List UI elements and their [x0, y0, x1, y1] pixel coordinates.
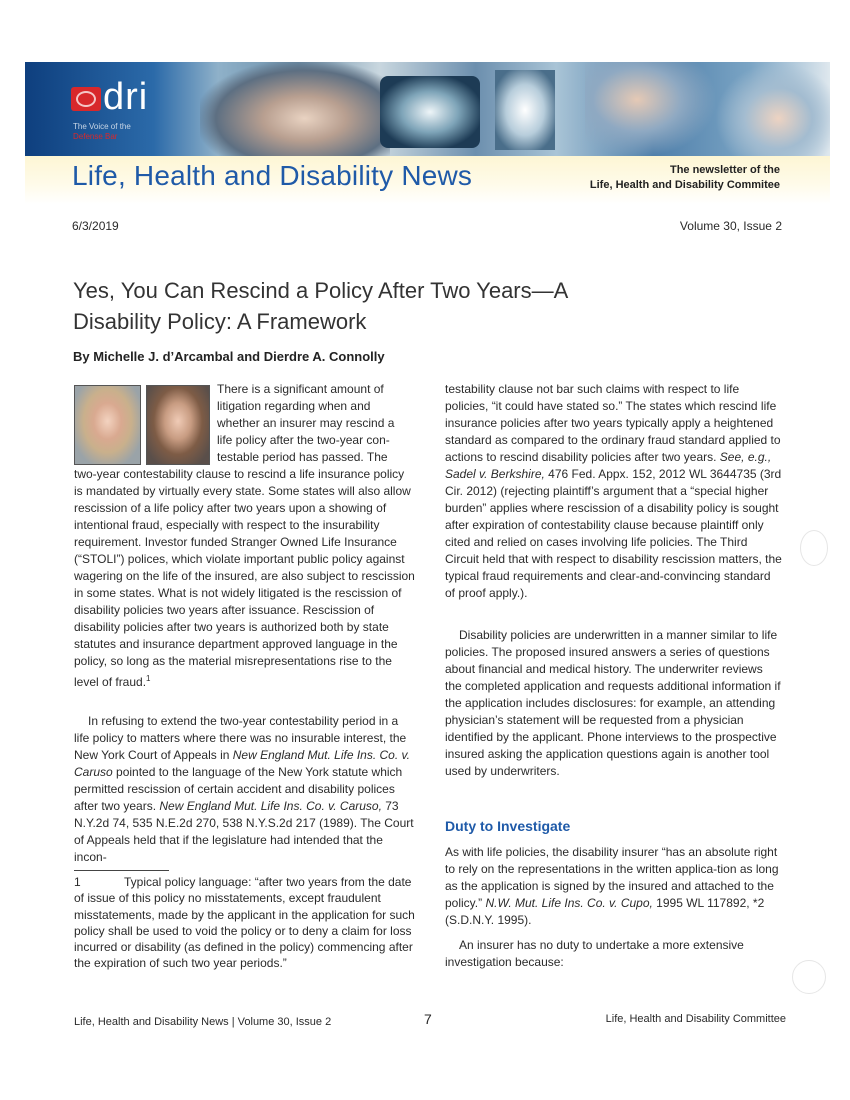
article-title	[73, 275, 613, 337]
footnote-ref: 1	[146, 674, 151, 683]
banner-photo-doctor	[585, 62, 715, 156]
duty-text-a: As with life policies, the disability insurer “has an absolute right to rely on the representations in the written applica-tion as long as the application is signed by the insured and attached to the policy.”	[445, 845, 779, 910]
issue-date: 6/3/2019	[72, 219, 119, 233]
cupo-case: N.W. Mut. Life Ins. Co. v. Cupo,	[485, 896, 653, 910]
article-title-line2: Disability Policy: A Framework	[73, 309, 367, 334]
duty-text-b: 1995 WL 117892, *2 (S.D.N.Y. 1995).	[445, 896, 765, 927]
page-number: 7	[424, 1011, 432, 1027]
caruso-text-b: pointed to the language of the New York statute which permitted rescission of certain accident and disability polices after two years.	[74, 765, 403, 813]
logo-tagline	[73, 122, 131, 142]
intro-paragraph-wrap	[217, 381, 405, 466]
paragraph-duty	[445, 844, 782, 929]
paragraph-caruso	[74, 713, 416, 866]
masthead-banner	[25, 62, 830, 156]
intro-text-wrap: There is a significant amount of litigation regarding when and whether an insurer may rescind a life policy after the two-year con-testable period has passed. The	[217, 382, 395, 464]
scan-artifact	[800, 530, 828, 566]
caruso-text-c: 73 N.Y.2d 74, 535 N.E.2d 270, 538 N.Y.S.2d 217 (1989). The Court of Appeals held that if the legislature had intended that the incon-	[74, 799, 414, 864]
section-heading-duty-to-investigate: Duty to Investigate	[445, 818, 571, 834]
footnote	[74, 874, 416, 972]
intro-text: two-year contestability clause to rescind a life insurance policy is mandated by virtually every state. Some states will also allow rescission of a life policy after two years upon a showing of intentional fraud, especially with respect to the insurability requirement. Investor funded Stranger Owned Life Insurance (“STOLI”) polices, which violate important public policy against wagering on the life of the insured, are also subject to rescission in some states. What is not widely litigated is the rescission of disability policies two years after issuance. Rescission of disability policies after two years is authorized both by state statutes and insurance department approved language in the policy, so long as the material misrepresentations rise to the level of fraud.	[74, 467, 415, 689]
paragraph-contestability	[445, 381, 782, 602]
newsletter-of	[520, 163, 780, 193]
dri-logo-icon	[71, 87, 101, 111]
banner-photo-ct-scan	[380, 76, 480, 148]
article-title-line1: Yes, You Can Rescind a Policy After Two Years—A	[73, 278, 569, 303]
newsletter-name: Life, Health and Disability News	[72, 160, 473, 191]
article-byline: By Michelle J. d’Arcambal and Dierdre A. Connolly	[73, 349, 385, 364]
issue-volume: Volume 30, Issue 2	[679, 219, 782, 233]
footnote-number: 1	[74, 875, 81, 889]
intro-paragraph	[74, 466, 416, 691]
caruso-case-1: New England Mut. Life Ins. Co. v. Caruso	[74, 748, 410, 779]
banner-photo-nurse	[200, 62, 390, 156]
paragraph-no-duty	[445, 937, 782, 971]
author-photo-connolly	[146, 385, 210, 465]
logo-tagline-2: Defense Bar	[73, 132, 118, 141]
newsletter-of-line1: The newsletter of the	[669, 164, 780, 176]
contestability-text-b: 476 Fed. Appx. 152, 2012 WL 3644735 (3rd Cir. 2012) (rejecting plaintiff’s argument that a “special higher burden” applies where rescission of a disability policy is sought after expiration of contestability clause because plaintiff only cited and relied on cases involving life policies. The Third Circuit held that with respect to disability rescission matters, the typical fraud requirements and clear-and-convincing standard of proof apply.).	[445, 467, 782, 600]
caruso-case-2: New England Mut. Life Ins. Co. v. Caruso,	[159, 799, 382, 813]
author-photo-darcambal	[74, 385, 141, 465]
underwriting-text: Disability policies are underwritten in a manner similar to life policies. The proposed insured answers a series of questions about financial and medical history. The underwriter reviews the completed application and requests additional information if the application includes disclosures: for example, an attending physician’s statement will be requested from a physician identified by the applicant. Phone interviews to the prospective insured asking the application questions again is another tool used by underwriters.	[445, 628, 781, 778]
no-duty-text: An insurer has no duty to undertake a more extensive investigation because:	[445, 938, 744, 969]
paragraph-underwriting	[445, 627, 782, 780]
logo-tagline-1: The Voice of the	[73, 122, 131, 131]
footer-right: Life, Health and Disability Committee	[605, 1013, 786, 1025]
banner-photo-surgeon	[715, 62, 830, 156]
newsletter-of-line2: Life, Health and Disability Commitee	[589, 179, 780, 191]
sadel-case: See, e.g., Sadel v. Berkshire,	[445, 450, 772, 481]
contestability-text-a: testability clause not bar such claims with respect to life policies, “it could have stated so.” The states which rescind life insurance policies after two years typically apply a heightened standard as compared to the ordinary fraud standard applied to actions to rescind disability policies after two years.	[445, 382, 781, 464]
dri-logo: dri	[103, 76, 149, 118]
banner-photo-xray	[495, 70, 555, 150]
footnote-text: Typical policy language: “after two years from the date of issue of this policy no misstatements, except fraudulent misstatements, made by the applicant in the application for such policy shall be used to void the policy or to deny a claim for loss incurred or disability (as defined in the policy) commencing after the expiration of such two year periods.”	[74, 875, 415, 971]
footnote-rule	[74, 870, 169, 871]
caruso-text-a: In refusing to extend the two-year contestability period in a life policy to matters where there was no insurable interest, the New York Court of Appeals in	[74, 714, 407, 762]
scan-artifact	[792, 960, 826, 994]
footer-left: Life, Health and Disability News | Volume 30, Issue 2	[74, 1016, 332, 1028]
